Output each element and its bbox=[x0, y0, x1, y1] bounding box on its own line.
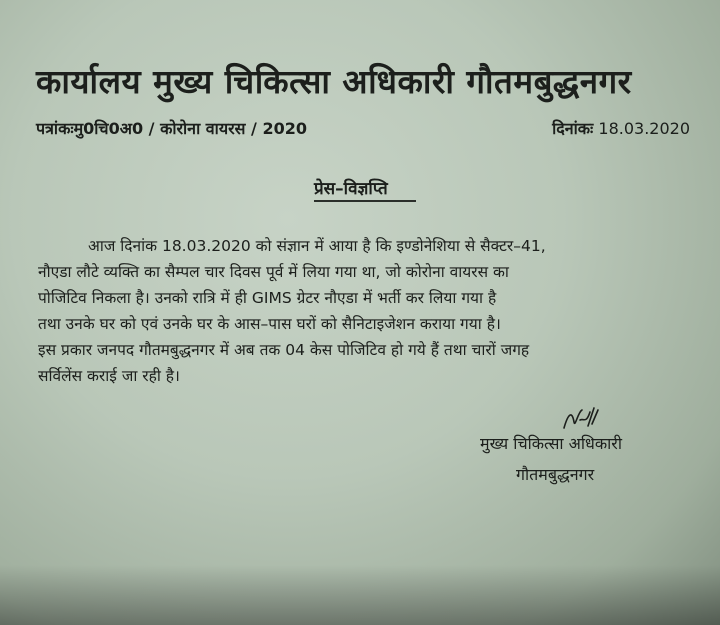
office-title: कार्यालय मुख्य चिकित्सा अधिकारी गौतमबुद्धनगर bbox=[36, 62, 632, 101]
body-line: इस प्रकार जनपद गौतमबुद्धनगर में अब तक 04 केस पोजिटिव हो गये हैं तथा चारों जगह bbox=[38, 341, 530, 359]
signatory-designation: मुख्य चिकित्सा अधिकारी bbox=[480, 434, 622, 453]
reference-number: पत्रांकःमु0चि0अ0 / कोरोना वायरस / 2020 bbox=[36, 119, 307, 138]
heading-underline bbox=[314, 200, 416, 202]
body-line: तथा उनके घर को एवं उनके घर के आस–पास घरों को सैनिटाइजेशन कराया गया है। bbox=[38, 315, 501, 333]
body-line: पोजिटिव निकला है। उनको रात्रि में ही GIMS ग्रेटर नौएडा में भर्ती कर लिया गया है bbox=[38, 289, 497, 307]
date-line bbox=[552, 117, 690, 139]
date-label: दिनांकः bbox=[552, 119, 594, 138]
body-line: नौएडा लौटे व्यक्ति का सैम्पल चार दिवस पूर्व में लिया गया था, जो कोरोना वायरस का bbox=[38, 263, 509, 281]
photo-shadow bbox=[0, 565, 720, 625]
press-release-heading: प्रेस–विज्ञप्ति bbox=[314, 179, 388, 199]
body-line: सर्विलेंस कराई जा रही है। bbox=[38, 367, 180, 385]
date-value: 18.03.2020 bbox=[598, 119, 690, 138]
signature-scribble bbox=[560, 404, 600, 434]
signatory-place: गौतमबुद्धनगर bbox=[516, 465, 595, 484]
body-line: आज दिनांक 18.03.2020 को संज्ञान में आया है कि इण्डोनेशिया से सैक्टर–41, bbox=[88, 237, 546, 255]
press-release-body bbox=[38, 233, 684, 389]
